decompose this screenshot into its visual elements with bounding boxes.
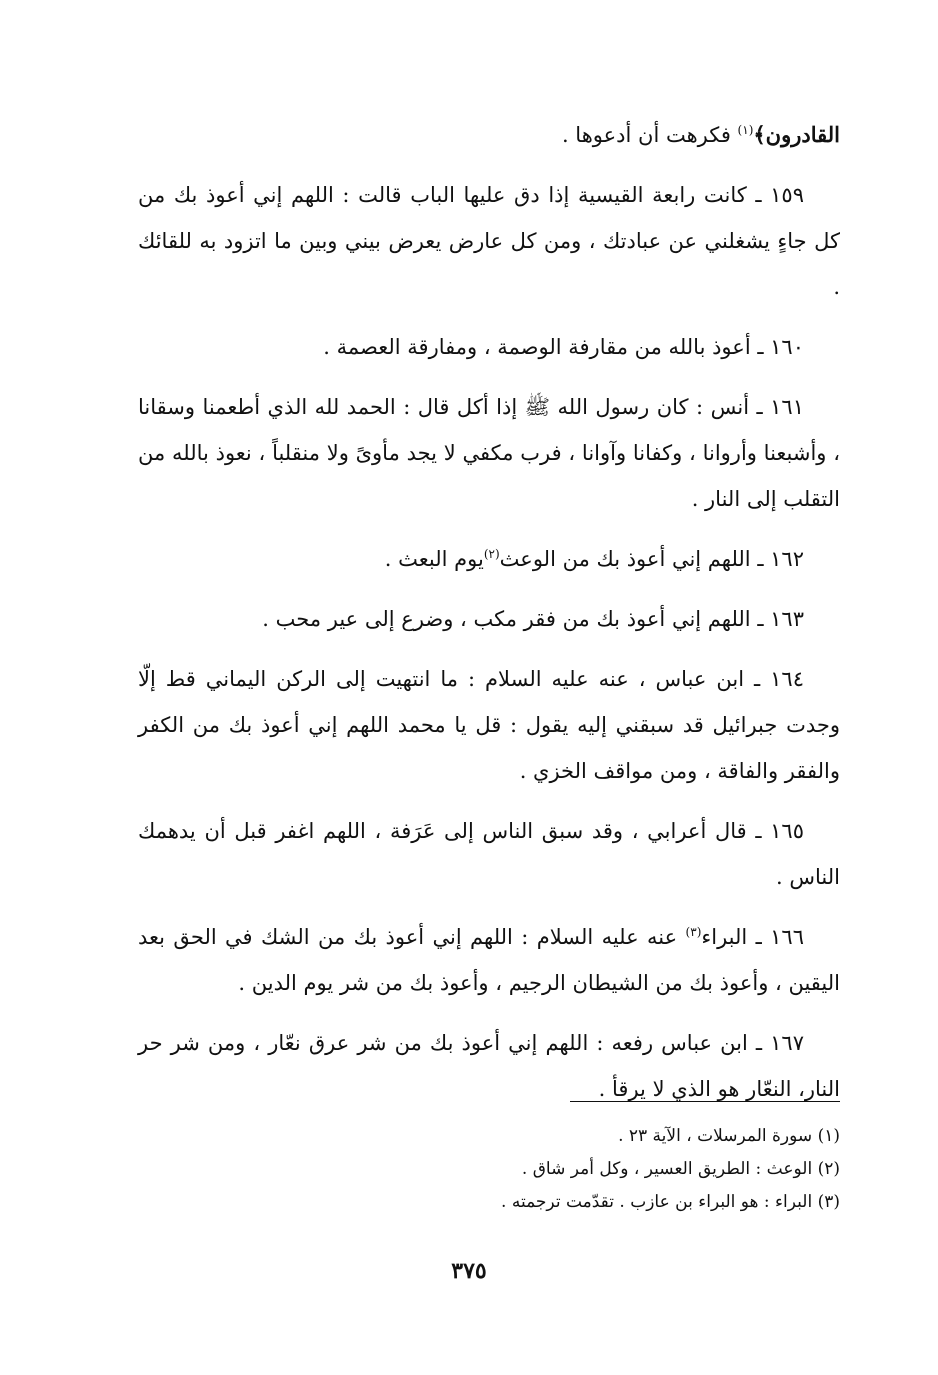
entry-164: ١٦٤ ـ ابن عباس ، عنه عليه السلام : ما انتهيت إلى الركن اليماني قط إلّا وجدت جبرائيل قد سبقني إليه يقول : قل يا محمد اللهم إني أعوذ بك من الكفر والفقر والفاقة ، ومن مواقف الخزي .	[138, 667, 840, 783]
entry-165: ١٦٥ ـ قال أعرابي ، وقد سبق الناس إلى عَرَفة ، اللهم اغفر قبل أن يدهمك الناس .	[138, 819, 840, 889]
entry-162-text-b: يوم البعث .	[384, 547, 484, 571]
footnote-divider	[570, 1101, 840, 1102]
entry-166	[138, 914, 840, 1006]
footnote-ref-1: (١)	[737, 123, 754, 137]
continuation-text: فكرهت أن أدعوها .	[561, 123, 738, 147]
footnote-3: (٣) البراء : هو البراء بن عازب . تقدّمت ترجمته .	[501, 1192, 840, 1212]
footnote-ref-2: (٢)	[483, 547, 500, 561]
entry-161: ١٦١ ـ أنس : كان رسول الله ﷺ إذا أكل قال : الحمد لله الذي أطعمنا وسقانا ، وأشبعنا وأروانا ، وكفانا وآوانا ، فرب مكفي لا يجد مأوىً ولا منقلباً ، نعوذ بالله من التقلب إلى النار .	[138, 395, 840, 511]
entry-162	[138, 536, 840, 582]
entry-162-text-a: ١٦٢ ـ اللهم إني أعوذ بك من الوعث	[499, 547, 804, 571]
entry-163: ١٦٣ ـ اللهم إني أعوذ بك من فقر مكب ، وضرع إلى عير محب .	[262, 607, 804, 631]
footnote-2: (٢) الوعث : الطريق العسير ، وكل أمر شاق .	[521, 1159, 840, 1179]
entry-167: ١٦٧ ـ ابن عباس رفعه : اللهم إني أعوذ بك من شر عرق نعّار ، ومن شر حر النار، النعّار هو الذي لا يرقأ .	[138, 1031, 840, 1101]
footnote-ref-3: (٣)	[685, 925, 702, 939]
main-text	[138, 112, 840, 1126]
footnotes	[140, 1120, 840, 1219]
footnote-1: (١) سورة المرسلات ، الآية ٢٣ .	[618, 1126, 840, 1146]
entry-159: ١٥٩ ـ كانت رابعة القيسية إذا دق عليها الباب قالت : اللهم إني أعوذ بك من كل جاءٍ يشغلني عن عبادتك ، ومن كل عارض يعرض بيني وبين ما اتزود به للقائك .	[138, 183, 840, 299]
continuation-paragraph	[138, 112, 840, 158]
quran-end-word: القادرون﴾	[753, 122, 840, 147]
page-number: ٣٧٥	[451, 1258, 487, 1284]
entry-160: ١٦٠ ـ أعوذ بالله من مقارفة الوصمة ، ومفارقة العصمة .	[323, 335, 804, 359]
entry-166-text-b: عنه عليه السلام : اللهم إني أعوذ بك من الشك في الحق بعد اليقين ، وأعوذ بك من الشيطان الرجيم ، وأعوذ بك من شر يوم الدين .	[138, 925, 840, 995]
entry-166-text-a: ١٦٦ ـ البراء	[701, 925, 804, 949]
